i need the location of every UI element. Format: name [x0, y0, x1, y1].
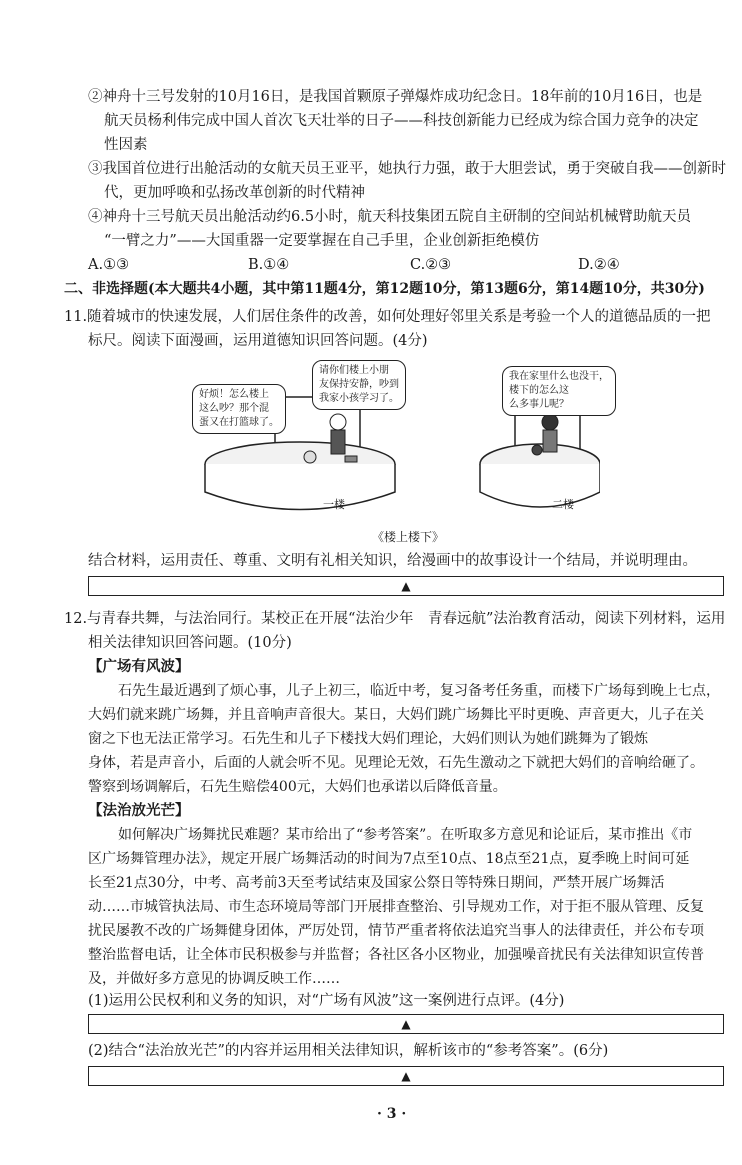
material-1-line-4: 身体，若是声音小，后面的人就会听不见。见理论无效，石先生激动之下就把大妈们的音响给砸了。	[88, 755, 704, 771]
material-1-title: 【广场有风波】	[88, 658, 190, 675]
section-2-heading: 二、非选择题(本大题共4小题，其中第11题4分，第12题10分，第13题6分，第14题10分，共30分)	[64, 281, 705, 297]
q12-sub1-answer-box[interactable]	[88, 1014, 724, 1034]
material-1-line-1: 石先生最近遇到了烦心事，儿子上初三，临近中考，复习备考任务重，而楼下广场每到晚上七点，	[118, 683, 720, 699]
material-2-line-1: 如何解决广场舞扰民难题？某市给出了“参考答案”。在听取多方意见和论证后，某市推出《市	[118, 827, 693, 843]
floor-label-second: 二楼	[552, 498, 574, 511]
choice-c: C.②③	[410, 257, 452, 273]
material-1-line-3: 窗之下也无法正常学习。石先生和儿子下楼找大妈们理论，大妈们则认为她们跳舞为了锻炼	[88, 731, 648, 747]
comic-caption: 《楼上楼下》	[372, 530, 445, 544]
q12-sub2-answer-box[interactable]	[88, 1066, 724, 1086]
floor-label-first: 一楼	[323, 498, 345, 511]
q11-prompt: 结合材料，运用责任、尊重、文明有礼相关知识，给漫画中的故事设计一个结局，并说明理由。	[88, 553, 697, 569]
material-2-line-5: 扰民屡教不改的广场舞健身团体，严厉处罚，情节严重者将依法追究当事人的法律责任，并公布专项	[88, 923, 704, 939]
option-2-line-1: ②神舟十三号发射的10月16日，是我国首颗原子弹爆炸成功纪念日。18年前的10月16日，也是	[88, 89, 703, 105]
material-1-line-2: 大妈们就来跳广场舞，并且音响声音很大。某日，大妈们跳广场舞比平时更晚、声音更大，儿子在关	[88, 707, 704, 723]
option-2-line-2: 航天员杨利伟完成中国人首次飞天壮举的日子——科技创新能力已经成为综合国力竞争的决定	[104, 113, 699, 129]
option-3-line-1: ③我国首位进行出舱活动的女航天员王亚平，她执行力强，敢于大胆尝试，勇于突破自我——创新时	[88, 161, 726, 177]
material-2-line-2: 区广场舞管理办法》，规定开展广场舞活动的时间为7点至10点、18点至21点，夏季晚上时间可延	[88, 851, 690, 867]
choice-a: A.①③	[88, 257, 130, 273]
option-3-line-2: 代，更加呼唤和弘扬改革创新的时代精神	[104, 185, 365, 201]
material-2-line-6: 整治监督电话，让全体市民积极参与并监督；各社区各小区物业，加强噪音扰民有关法律知识宣传普	[88, 947, 704, 963]
material-2-line-7: 及，并做好多方意见的协调反映工作……	[88, 971, 340, 987]
option-2-line-3: 性因素	[104, 137, 148, 153]
material-1-line-5: 警察到场调解后，石先生赔偿400元，大妈们也承诺以后降低音量。	[88, 779, 507, 795]
choice-d: D.②④	[578, 257, 620, 273]
q11-answer-box[interactable]	[88, 576, 724, 596]
option-4-line-2: “一臂之力”——大国重器一定要掌握在自己手里，企业创新拒绝模仿	[104, 233, 540, 249]
material-2-line-4: 动……市城管执法局、市生态环境局等部门开展排查整治、引导规劝工作，对于拒不服从管理、反复	[88, 899, 704, 915]
material-2-line-3: 长至21点30分，中考、高考前3天至考试结束及国家公祭日等特殊日期间，严禁开展广场舞活	[88, 875, 665, 891]
choice-b: B.①④	[248, 257, 290, 273]
speech-bubble-second-floor: 我在家里什么也没干， 楼下的怎么这 么多事儿呢？	[502, 366, 616, 416]
speech-bubble-neighbor: 请你们楼上小朋 友保持安静，吵到 我家小孩学习了。	[312, 360, 406, 410]
answer-marker: ▲	[401, 1069, 411, 1083]
q12-subquestion-1: (1)运用公民权利和义务的知识，对“广场有风波”这一案例进行点评。(4分)	[88, 993, 565, 1009]
option-4-line-1: ④神舟十三号航天员出舱活动约6.5小时，航天科技集团五院自主研制的空间站机械臂助航天员	[88, 209, 692, 225]
speech-bubble-first-floor: 好烦！怎么楼上 这么吵？那个混 蛋又在打篮球了。	[192, 384, 286, 434]
page-number: · 3 ·	[377, 1106, 407, 1122]
q12-subquestion-2: (2)结合“法治放光芒”的内容并运用相关法律知识，解析该市的“参考答案”。(6分)	[88, 1043, 609, 1059]
q11-stem-line-2: 标尺。阅读下面漫画，运用道德知识回答问题。(4分)	[88, 333, 428, 349]
q11-stem-line-1: 11.随着城市的快速发展，人们居住条件的改善，如何处理好邻里关系是考验一个人的道德品质的一把	[64, 309, 711, 325]
material-2-title: 【法治放光芒】	[88, 802, 190, 819]
answer-marker: ▲	[401, 579, 411, 593]
q12-stem-line-2: 相关法律知识回答问题。(10分)	[88, 635, 292, 651]
answer-marker: ▲	[401, 1017, 411, 1031]
q12-stem-line-1: 12.与青春共舞，与法治同行。某校正在开展“法治少年 青春远航”法治教育活动，阅读下列材料，运用	[64, 611, 726, 627]
